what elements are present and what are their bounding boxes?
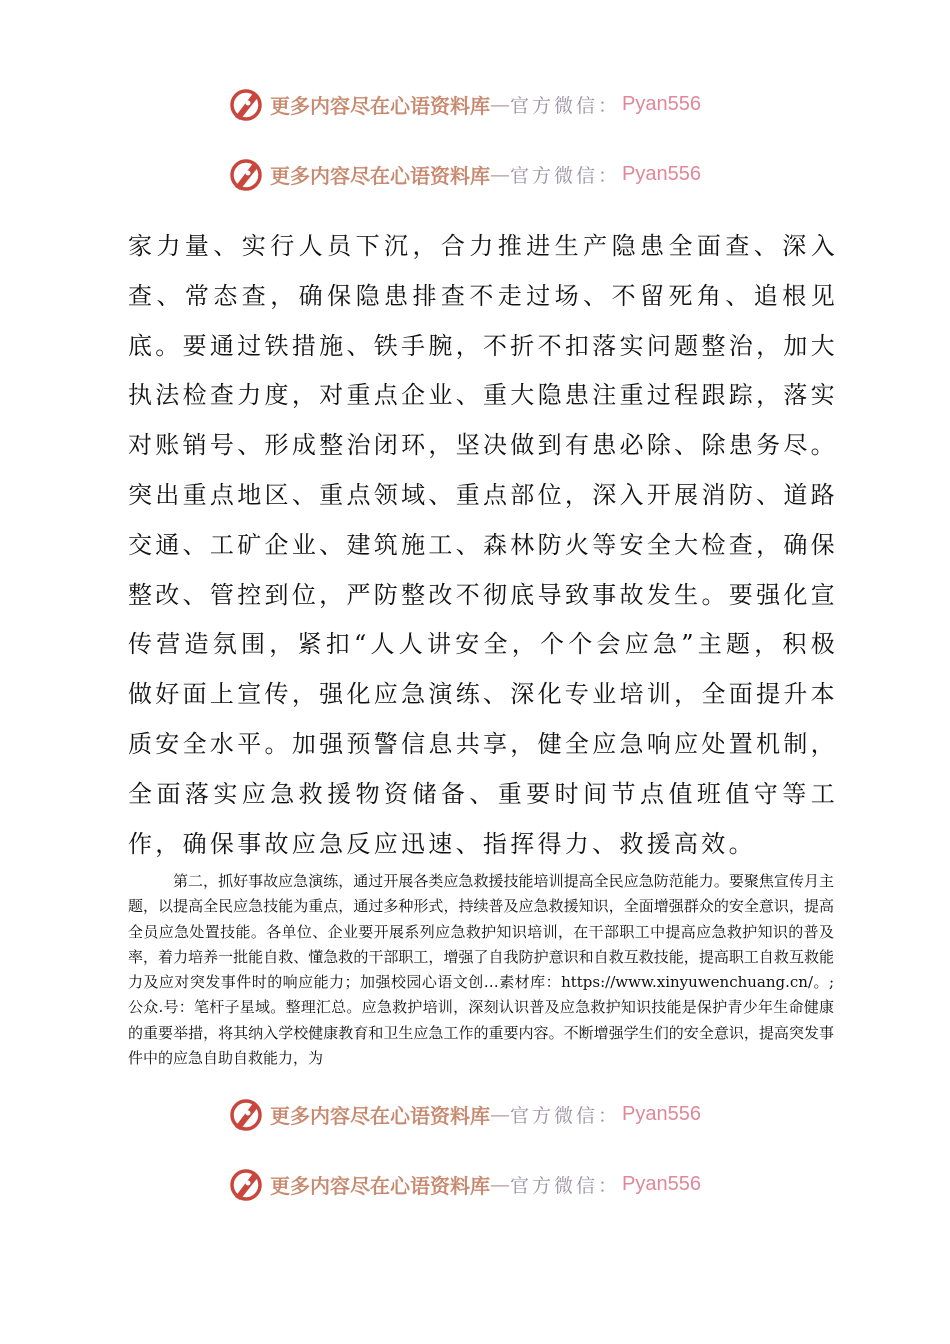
watermark-dash: —	[490, 162, 510, 186]
watermark-sub-text: 官方微信：	[510, 1174, 621, 1197]
watermark-main-text: 更多内容尽在心语资料库	[270, 93, 490, 118]
watermark-sub-text: 官方微信：	[510, 1104, 621, 1127]
body-paragraph-continued: 家力量、实行人员下沉，合力推进生产隐患全面查、深入查、常态查，确保隐患排查不走过场、不留死角、追根见底。要通过铁措施、铁手腕，不折不扣落实问题整治，加大执法检查力度，对重点企业、重大隐患注重过程跟踪，落实对账销号、形成整治闭环，坚决做到有患必除、除患务尽。突出重点地区、重点领域、重点部位，深入开展消防、道路交通、工矿企业、建筑施工、森林防火等安全大检查，确保整改、管控到位，严防整改不彻底导致事故发生。要强化宣传营造氛围，紧扣“人人讲安全，个个会应急”主题，积极做好面上宣传，强化应急演练、深化专业培训，全面提升本质安全水平。加强预警信息共享，健全应急响应处置机制，全面落实应急救援物资储备、重要时间节点值班值守等工作，确保事故应急反应迅速、指挥得力、救援高效。	[128, 232, 838, 858]
watermark-wechat-id: Pyan556	[622, 1102, 701, 1125]
watermark-wechat-id: Pyan556	[622, 162, 701, 185]
watermark-banner-top-1	[226, 84, 726, 124]
watermark-sub-text: 官方微信：	[510, 164, 621, 187]
watermark-main-text: 更多内容尽在心语资料库	[270, 1103, 490, 1128]
watermark-banner-bottom-2	[226, 1164, 726, 1204]
body-paragraph-second: 第二，抓好事故应急演练，通过开展各类应急救援技能培训提高全民应急防范能力。要聚焦宣传月主题，以提高全民应急技能为重点，通过多种形式，持续普及应急救援知识，全面增强群众的安全意识，提高全员应急处置技能。各单位、企业要开展系列应急救护知识培训，在干部职工中提高应急救护知识的普及率，着力培养一批能自救、懂急救的干部职工，增强了自我防护意识和自救互救技能，提高职工自救互救能力及应对突发事件时的响应能力；加强校园心语文创…素材库：https://www.xinyuwenchuang.cn/。;公众.号：笔杆子星域。整理汇总。应急救护培训，深刻认识普及应急救护知识技能是保护青少年生命健康的重要举措，将其纳入学校健康教育和卫生应急工作的重要内容。不断增强学生们的安全意识，提高突发事件中的应急自助自救能力，为	[128, 872, 834, 1068]
watermark-wechat-id: Pyan556	[622, 92, 701, 115]
watermark-main-text: 更多内容尽在心语资料库	[270, 163, 490, 188]
pen-nib-logo-icon	[226, 1094, 266, 1134]
watermark-dash: —	[490, 92, 510, 116]
watermark-main-text: 更多内容尽在心语资料库	[270, 1173, 490, 1198]
watermark-wechat-id: Pyan556	[622, 1172, 701, 1195]
pen-nib-logo-icon	[226, 84, 266, 124]
pen-nib-logo-icon	[226, 154, 266, 194]
watermark-banner-bottom-1	[226, 1094, 726, 1134]
pen-nib-logo-icon	[226, 1164, 266, 1204]
watermark-sub-text: 官方微信：	[510, 94, 621, 117]
watermark-dash: —	[490, 1102, 510, 1126]
watermark-dash: —	[490, 1172, 510, 1196]
watermark-banner-top-2	[226, 154, 726, 194]
